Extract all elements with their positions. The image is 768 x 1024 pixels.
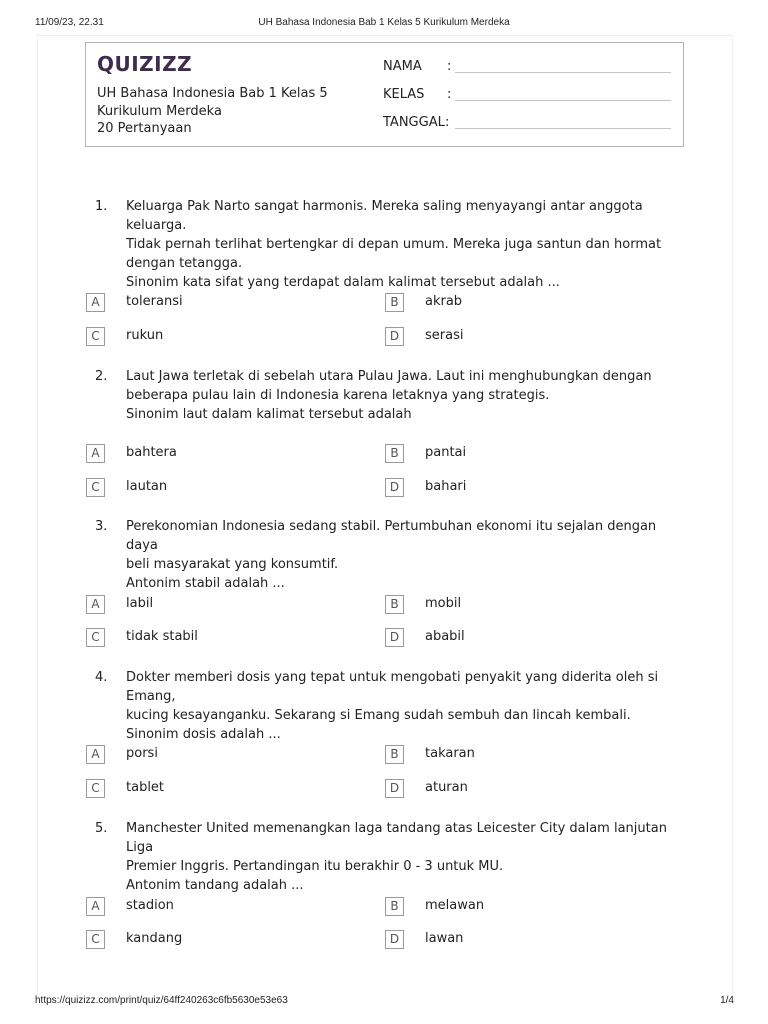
- question-text: [126, 367, 686, 424]
- question-number: 2.: [95, 369, 108, 384]
- option-text: akrab: [425, 294, 463, 309]
- quiz-title: [97, 85, 347, 121]
- option-letter-box: C: [86, 779, 105, 798]
- field-label: TANGGAL: [383, 115, 445, 130]
- question-line: kucing kesayanganku. Sekarang si Emang sudah sembuh dan lincah kembali.: [126, 708, 631, 723]
- field-underline: [455, 128, 671, 129]
- quiz-title-line2: Kurikulum Merdeka: [97, 104, 222, 119]
- print-title: UH Bahasa Indonesia Bab 1 Kelas 5 Kurikulum Merdeka: [258, 17, 510, 28]
- option-letter-box: B: [385, 897, 404, 916]
- field-colon: :: [447, 87, 452, 102]
- option-letter-box: C: [86, 628, 105, 647]
- question-line: Premier Inggris. Pertandingan itu berakhir 0 - 3 untuk MU.: [126, 859, 504, 874]
- option-text: rukun: [126, 328, 164, 343]
- option-text: pantai: [425, 445, 467, 460]
- field-colon: :: [447, 59, 452, 74]
- option-text: stadion: [126, 898, 174, 913]
- question-line: Dokter memberi dosis yang tepat untuk mengobati penyakit yang diderita oleh si Emang,: [126, 670, 659, 704]
- print-datetime: 11/09/23, 22.31: [35, 17, 104, 28]
- option-text: labil: [126, 596, 154, 611]
- option-text: lautan: [126, 479, 168, 494]
- question-number: 5.: [95, 821, 108, 836]
- question-number: 1.: [95, 199, 108, 214]
- question-line: Antonim stabil adalah ...: [126, 576, 285, 591]
- option-letter-box: C: [86, 478, 105, 497]
- option-letter-box: D: [385, 628, 404, 647]
- option-letter-box: D: [385, 327, 404, 346]
- option-text: melawan: [425, 898, 485, 913]
- question-line: Laut Jawa terletak di sebelah utara Pulau Jawa. Laut ini menghubungkan dengan: [126, 369, 652, 384]
- option-text: aturan: [425, 780, 468, 795]
- option-letter-box: D: [385, 930, 404, 949]
- question-line: beli masyarakat yang konsumtif.: [126, 557, 339, 572]
- option-text: bahari: [425, 479, 467, 494]
- option-text: takaran: [425, 746, 475, 761]
- option-text: tidak stabil: [126, 629, 198, 644]
- page-number: 1/4: [720, 995, 734, 1006]
- option-text: kandang: [126, 931, 183, 946]
- option-letter-box: D: [385, 478, 404, 497]
- print-url: https://quizizz.com/print/quiz/64ff240263c6fb5630e53e63: [35, 995, 288, 1006]
- option-letter-box: B: [385, 595, 404, 614]
- option-letter-box: D: [385, 779, 404, 798]
- field-underline: [455, 72, 671, 73]
- question-line: Sinonim kata sifat yang terdapat dalam kalimat tersebut adalah ...: [126, 275, 560, 290]
- question-line: Keluarga Pak Narto sangat harmonis. Mereka saling menyayangi antar anggota keluarga.: [126, 199, 643, 233]
- option-letter-box: A: [86, 444, 105, 463]
- question-line: Perekonomian Indonesia sedang stabil. Pertumbuhan ekonomi itu sejalan dengan daya: [126, 519, 657, 553]
- option-letter-box: B: [385, 745, 404, 764]
- option-text: ababil: [425, 629, 465, 644]
- quiz-header-box: [85, 42, 684, 147]
- field-colon: :: [445, 115, 450, 130]
- option-letter-box: C: [86, 327, 105, 346]
- field-label: KELAS: [383, 87, 425, 102]
- option-text: bahtera: [126, 445, 177, 460]
- option-text: tablet: [126, 780, 165, 795]
- option-text: porsi: [126, 746, 158, 761]
- option-letter-box: A: [86, 293, 105, 312]
- question-text: [126, 517, 686, 593]
- option-letter-box: C: [86, 930, 105, 949]
- question-line: dengan tetangga.: [126, 256, 243, 271]
- option-letter-box: B: [385, 293, 404, 312]
- option-letter-box: B: [385, 444, 404, 463]
- quiz-title-line1: UH Bahasa Indonesia Bab 1 Kelas 5: [97, 86, 328, 101]
- option-letter-box: A: [86, 595, 105, 614]
- question-count: 20 Pertanyaan: [97, 121, 192, 136]
- option-text: toleransi: [126, 294, 183, 309]
- option-text: serasi: [425, 328, 464, 343]
- option-letter-box: A: [86, 745, 105, 764]
- option-text: lawan: [425, 931, 464, 946]
- field-underline: [455, 100, 671, 101]
- question-text: [126, 819, 686, 895]
- quizizz-logo: QUIZIZZ: [97, 52, 193, 76]
- question-line: Antonim tandang adalah ...: [126, 878, 304, 893]
- field-label: NAMA: [383, 59, 422, 74]
- question-text: [126, 197, 686, 292]
- question-line: beberapa pulau lain di Indonesia karena letaknya yang strategis.: [126, 388, 550, 403]
- option-letter-box: A: [86, 897, 105, 916]
- question-text: [126, 668, 686, 744]
- question-line: Sinonim laut dalam kalimat tersebut adalah: [126, 407, 412, 422]
- question-line: Sinonim dosis adalah ...: [126, 727, 281, 742]
- question-line: Manchester United memenangkan laga tandang atas Leicester City dalam lanjutan Liga: [126, 821, 667, 855]
- question-line: Tidak pernah terlihat bertengkar di depan umum. Mereka juga santun dan hormat: [126, 237, 662, 252]
- question-number: 4.: [95, 670, 108, 685]
- option-text: mobil: [425, 596, 462, 611]
- question-number: 3.: [95, 519, 108, 534]
